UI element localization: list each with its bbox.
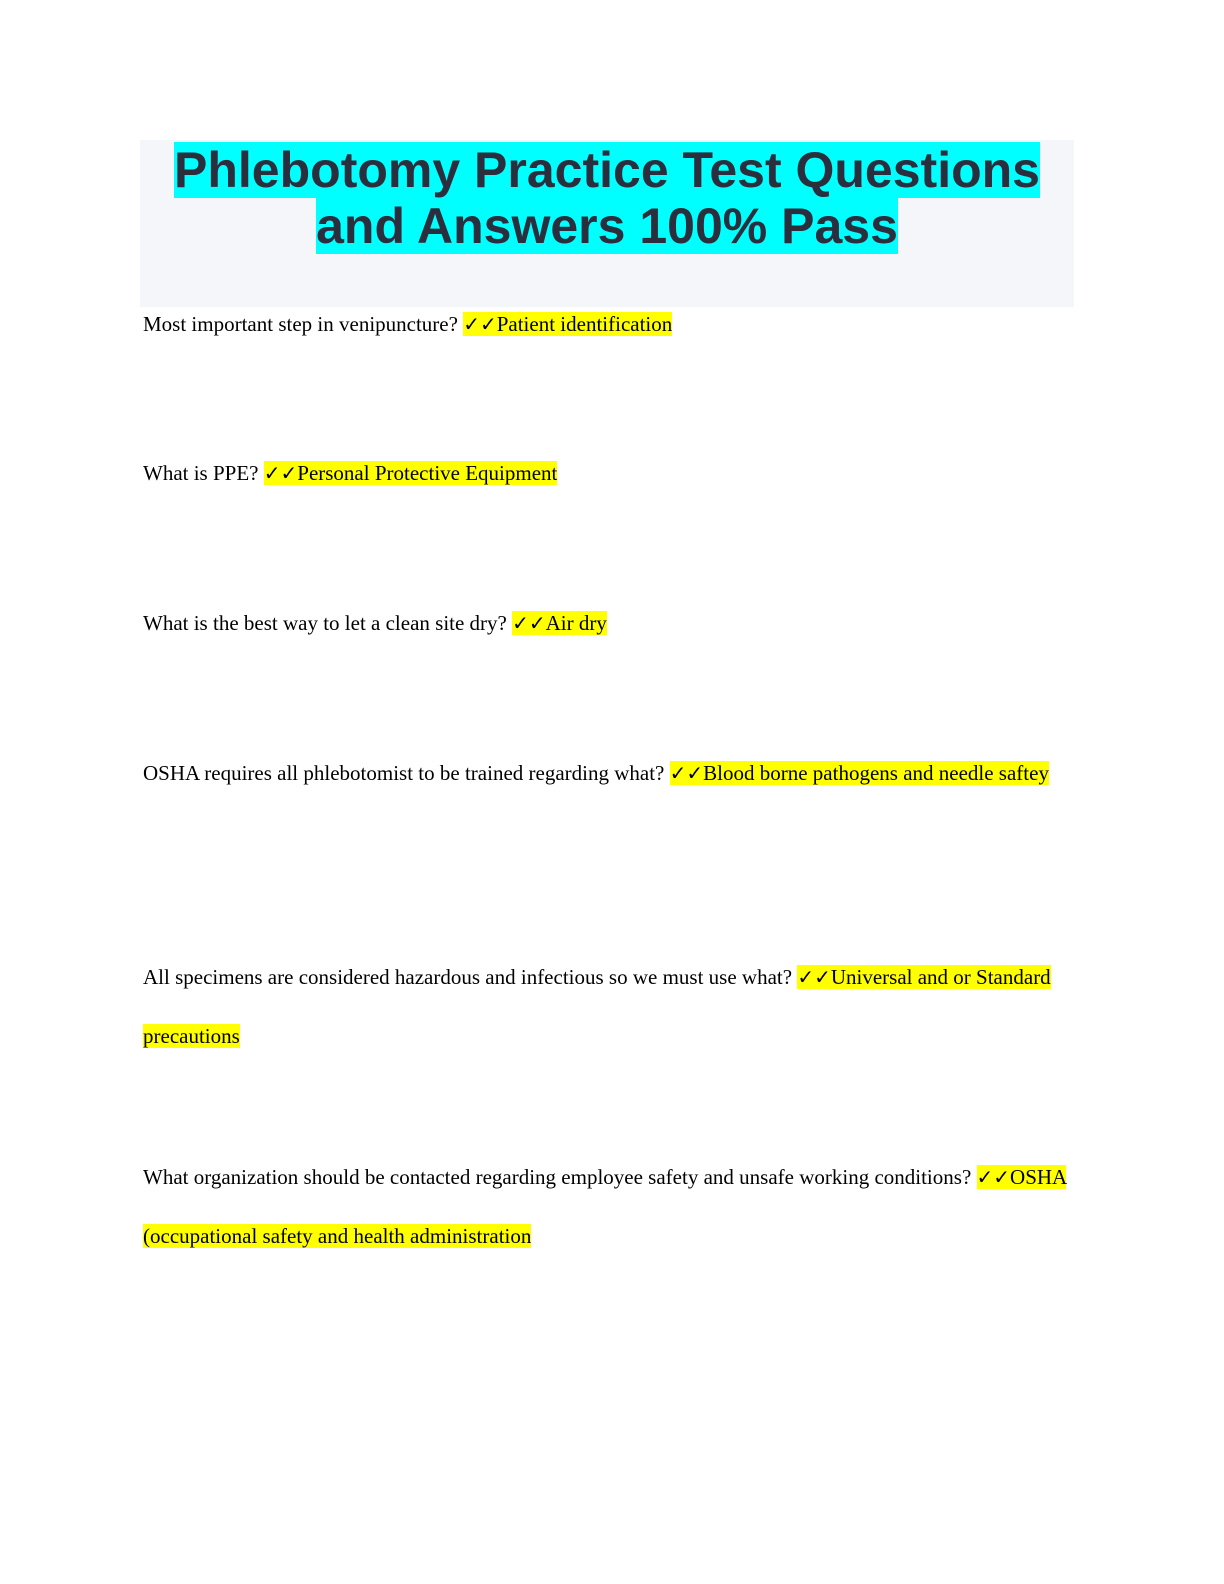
qa-item-2: [143, 444, 1078, 503]
qa-item-3: [143, 594, 1078, 653]
question-text: All specimens are considered hazardous and infectious so we must use what?: [143, 965, 798, 989]
qa-item-1: [143, 295, 1078, 354]
answer-highlight: [670, 761, 1049, 785]
check-mark-icon: ✓✓: [263, 461, 298, 485]
answer-text: Air dry: [545, 611, 607, 635]
answer-text: Universal and or Standard precautions: [143, 965, 1051, 1048]
question-text: What organization should be contacted regarding employee safety and unsafe working conditions?: [143, 1165, 977, 1189]
check-mark-icon: ✓✓: [797, 965, 831, 989]
page-title: Phlebotomy Practice Test Questions and Answers 100% Pass: [174, 142, 1040, 254]
qa-item-6: [143, 1148, 1078, 1266]
title-block: [140, 140, 1074, 307]
qa-item-5: [143, 948, 1078, 1066]
answer-highlight: [463, 312, 672, 336]
answer-text: Blood borne pathogens and needle saftey: [703, 761, 1049, 785]
question-text: What is PPE?: [143, 461, 264, 485]
check-mark-icon: ✓✓: [463, 312, 497, 336]
qa-item-4: [143, 744, 1078, 803]
answer-highlight: [512, 611, 607, 635]
question-text: What is the best way to let a clean site dry?: [143, 611, 513, 635]
answer-text: Patient identification: [496, 312, 673, 336]
check-mark-icon: ✓✓: [512, 611, 546, 635]
answer-text: OSHA (occupational safety and health administration: [143, 1165, 1067, 1248]
check-mark-icon: ✓✓: [976, 1165, 1011, 1189]
answer-text: Personal Protective Equipment: [297, 461, 558, 485]
question-text: OSHA requires all phlebotomist to be trained regarding what?: [143, 761, 670, 785]
answer-highlight: [264, 461, 558, 485]
check-mark-icon: ✓✓: [669, 761, 704, 785]
question-text: Most important step in venipuncture?: [143, 312, 464, 336]
